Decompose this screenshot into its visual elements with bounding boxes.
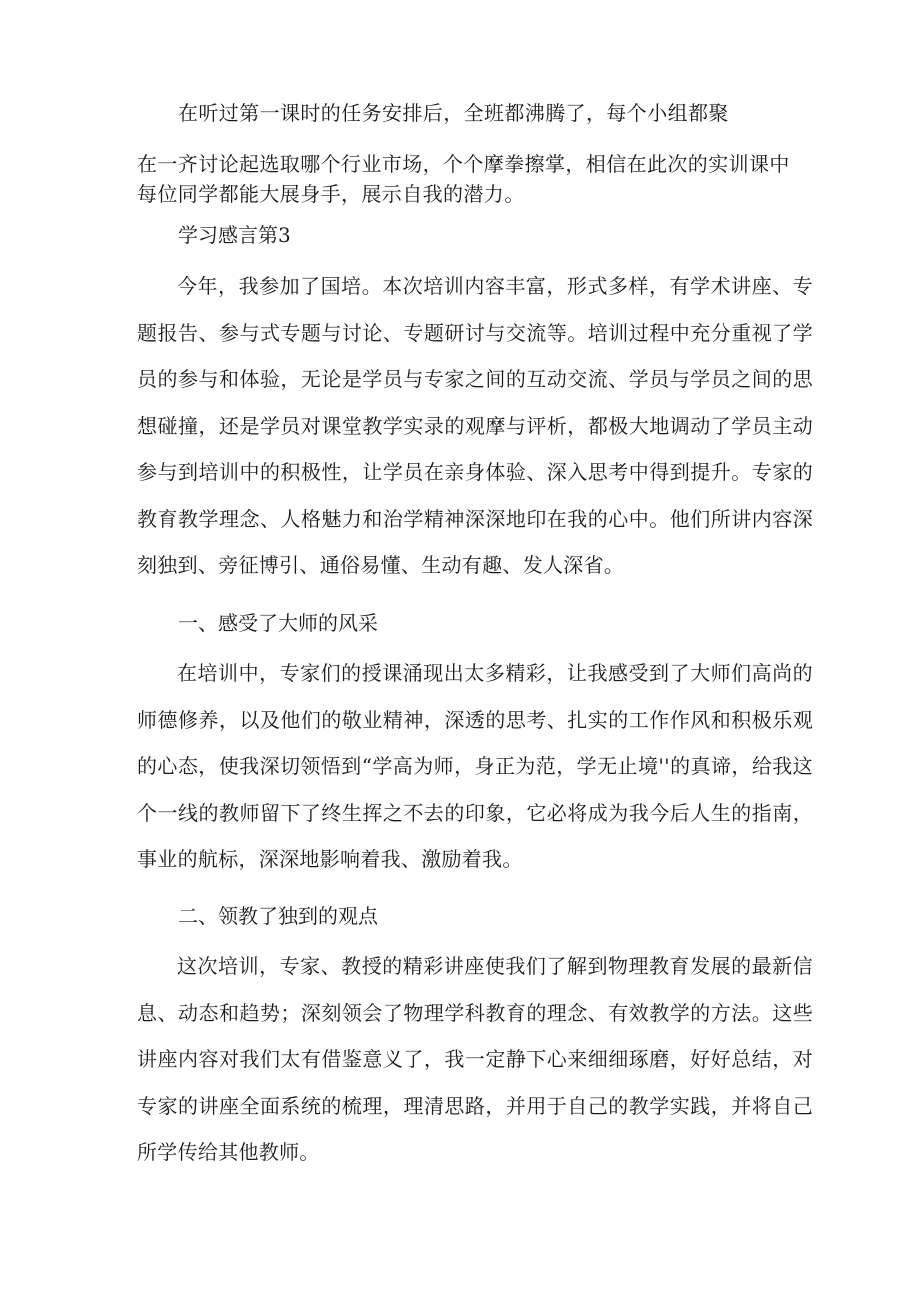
paragraph-3: 这次培训，专家、教授的精彩讲座使我们了解到物理教育发展的最新信息、动态和趋势；深刻领会了物理学科教育的理念、有效教学的方法。这些讲座内容对我们太有借鉴意义了，我一定静下心来细细琢磨，好好总结，对专家的讲座全面系统的梳理，理清思路，并用于自己的教学实践，并将自己所学传给其他教师。	[137, 954, 813, 1164]
heading-1: 一、感受了大师的风采	[178, 611, 378, 635]
intro-line-1: 在听过第一课时的任务安排后，全班都沸腾了，每个小组都聚	[178, 101, 729, 125]
intro-line-3: 每位同学都能大展身手，展示自我的潜力。	[137, 182, 525, 206]
paragraph-2: 在培训中，专家们的授课涌现出太多精彩，让我感受到了大师们高尚的师德修养，以及他们的敬业精神，深透的思考、扎实的工作作风和积极乐观的心态，使我深切领悟到“学高为师，身正为范，学无止境''的真谛，给我这个一线的教师留下了终生挥之不去的印象，它必将成为我今后人生的指南，事业的航标，深深地影响着我、激励着我。	[137, 661, 813, 871]
section-title: 学习感言第3	[178, 223, 291, 247]
heading-2: 二、领教了独到的观点	[178, 904, 378, 928]
paragraph-1: 今年，我参加了国培。本次培训内容丰富，形式多样，有学术讲座、专题报告、参与式专题与讨论、专题研讨与交流等。培训过程中充分重视了学员的参与和体验，无论是学员与专家之间的互动交流、学员与学员之间的思想碰撞，还是学员对课堂教学实录的观摩与评析，都极大地调动了学员主动参与到培训中的积极性，让学员在亲身体验、深入思考中得到提升。专家的教育教学理念、人格魅力和治学精神深深地印在我的心中。他们所讲内容深刻独到、旁征博引、通俗易懂、生动有趣、发人深省。	[137, 274, 813, 577]
intro-line-2: 在一齐讨论起选取哪个行业市场，个个摩拳擦掌，相信在此次的实训课中	[137, 152, 790, 176]
